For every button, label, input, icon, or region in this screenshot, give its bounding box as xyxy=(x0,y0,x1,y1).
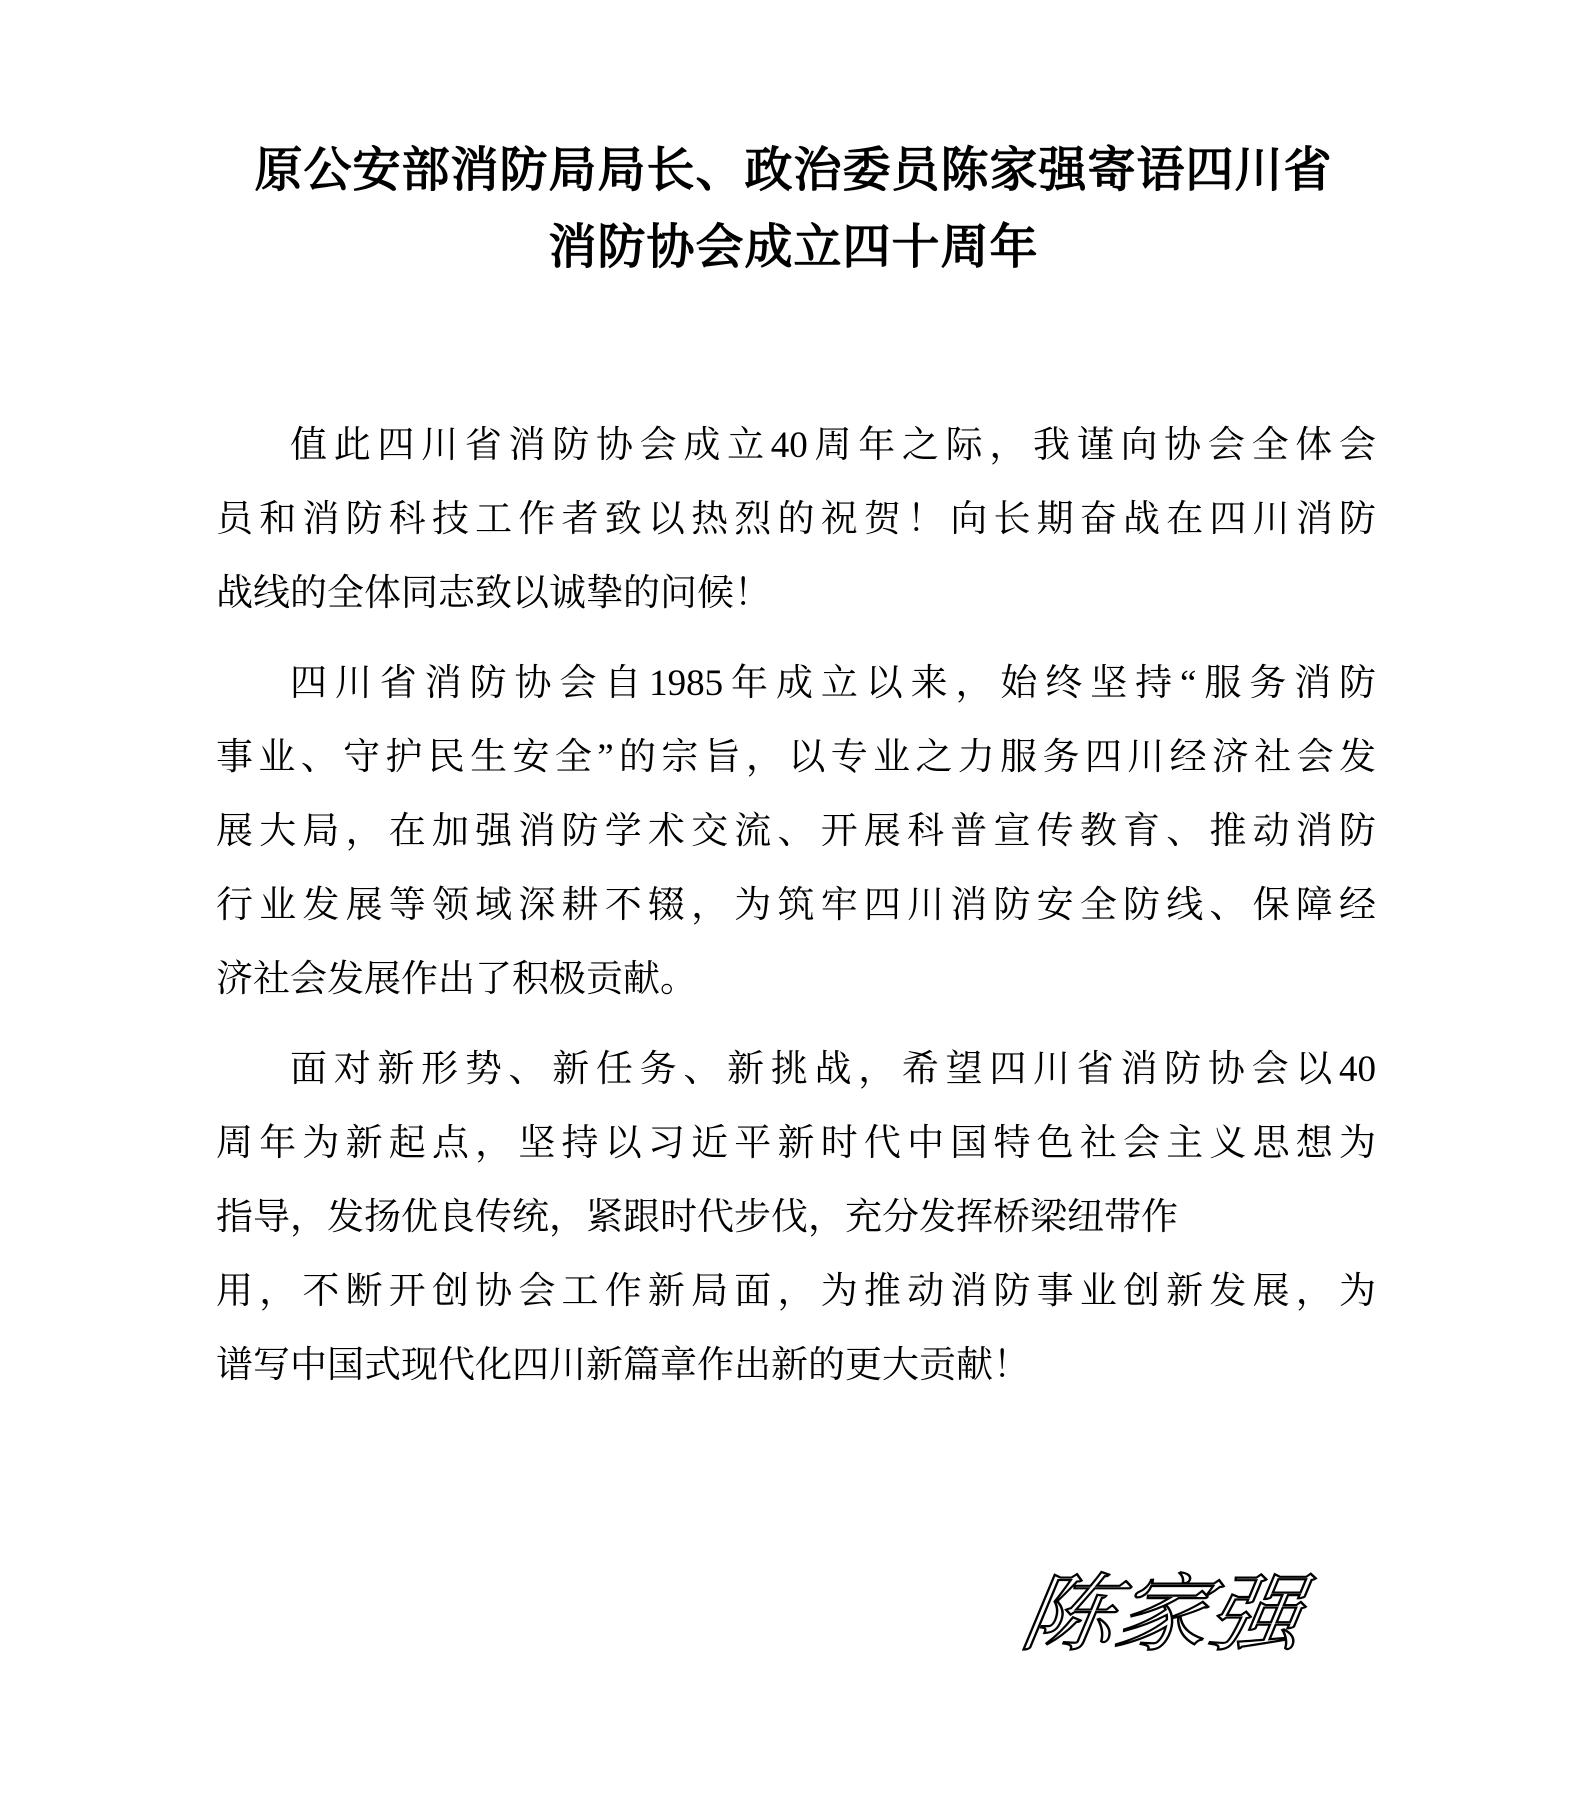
paragraph-line: 行业发展等领域深耕不辍，为筑牢四川消防安全防线、保障经 xyxy=(216,885,1376,926)
paragraph-line: 用，不断开创协会工作新局面，为推动消防事业创新发展，为 xyxy=(216,1271,1376,1312)
paragraph-2 xyxy=(216,647,1376,1017)
paragraph-line: 谱写中国式现代化四川新篇章作出新的更大贡献！ xyxy=(216,1345,1030,1386)
paragraph-line: 济社会发展作出了积极贡献。 xyxy=(216,959,697,1000)
paragraph-line: 值此四川省消防协会成立40周年之际，我谨向协会全体会 xyxy=(290,425,1376,466)
paragraph-line: 展大局，在加强消防学术交流、开展科普宣传教育、推动消防 xyxy=(216,811,1376,852)
paragraph-line: 四川省消防协会自1985年成立以来，始终坚持“服务消防 xyxy=(290,663,1376,704)
paragraph-line: 战线的全体同志致以诚挚的问候！ xyxy=(216,573,771,614)
paragraph-line: 员和消防科技工作者致以热烈的祝贺！向长期奋战在四川消防 xyxy=(216,499,1376,540)
paragraph-line: 周年为新起点，坚持以习近平新时代中国特色社会主义思想为 xyxy=(216,1123,1376,1164)
paragraph-1 xyxy=(216,409,1376,631)
paragraph-line: 指导，发扬优良传统，紧跟时代步伐，充分发挥桥梁纽带作 xyxy=(216,1197,1178,1238)
handwritten-signature xyxy=(1010,1555,1320,1665)
paragraph-line: 面对新形势、新任务、新挑战，希望四川省消防协会以40 xyxy=(290,1049,1376,1090)
paragraph-line: 事业、守护民生安全”的宗旨，以专业之力服务四川经济社会发 xyxy=(216,737,1376,778)
paragraph-3 xyxy=(216,1033,1376,1403)
signature-text: 陈家强 xyxy=(1014,1565,1281,1663)
title-line-1: 原公安部消防局局长、政治委员陈家强寄语四川省 xyxy=(254,142,1333,198)
title-line-2: 消防协会成立四十周年 xyxy=(548,219,1039,275)
